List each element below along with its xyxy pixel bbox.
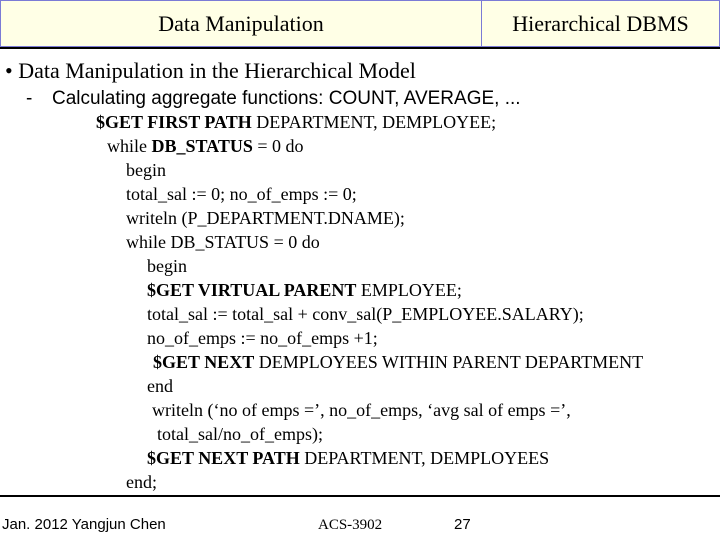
footer-course-code: ACS-3902 (318, 517, 383, 533)
code-line-6: while DB_STATUS = 0 do (126, 232, 320, 252)
bullet-symbol: • (5, 58, 13, 83)
header-left-title: Data Manipulation (0, 0, 482, 47)
sub-bullet-text: Calculating aggregate functions: COUNT, AVERAGE, ... (52, 88, 521, 109)
bullet-text: Data Manipulation in the Hierarchical Model (18, 58, 416, 83)
code-line-14: total_sal/no_of_emps); (157, 424, 323, 444)
bullet-item (5, 58, 416, 84)
code-line-5: writeln (P_DEPARTMENT.DNAME); (126, 208, 405, 228)
code-line-11: $GET NEXT DEMPLOYEES WITHIN PARENT DEPARTMENT (153, 352, 644, 372)
code-line-2: while DB_STATUS = 0 do (107, 136, 304, 156)
sub-bullet-dash: - (26, 88, 33, 109)
code-line-16: end; (126, 472, 157, 492)
code-line-13: writeln (‘no of emps =’, no_of_emps, ‘avg sal of emps =’, (152, 400, 571, 420)
code-line-10: no_of_emps := no_of_emps +1; (147, 328, 378, 348)
code-line-9: total_sal := total_sal + conv_sal(P_EMPLOYEE.SALARY); (147, 304, 584, 324)
code-line-4: total_sal := 0; no_of_emps := 0; (126, 184, 357, 204)
slide-header (0, 0, 718, 47)
footer-author-date: Jan. 2012 Yangjun Chen (2, 516, 166, 533)
code-line-12: end (147, 376, 173, 396)
code-line-1: $GET FIRST PATH DEPARTMENT, DEMPLOYEE; (96, 112, 497, 132)
code-line-15: $GET NEXT PATH DEPARTMENT, DEMPLOYEES (147, 448, 550, 468)
footer-divider (0, 495, 720, 497)
header-right-title: Hierarchical DBMS (481, 0, 720, 47)
sub-bullet-item (26, 88, 521, 110)
header-divider (0, 47, 720, 49)
code-line-7: begin (147, 256, 187, 276)
code-line-3: begin (126, 160, 166, 180)
footer-page-number: 27 (454, 516, 471, 533)
code-line-8: $GET VIRTUAL PARENT EMPLOYEE; (147, 280, 462, 300)
